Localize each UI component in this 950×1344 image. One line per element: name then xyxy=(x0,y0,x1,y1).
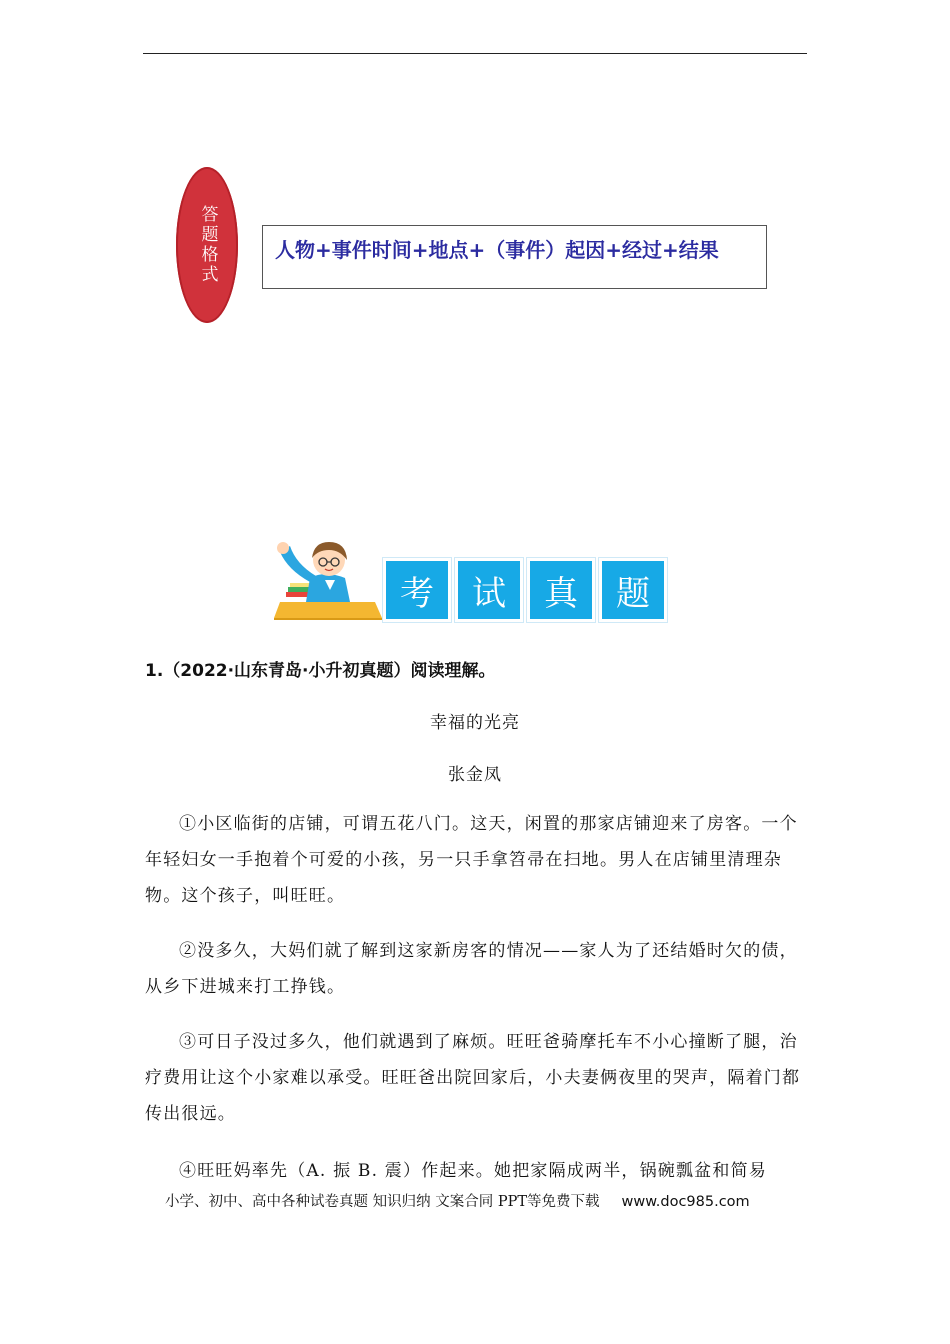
paragraph-4: ④旺旺妈率先（A. 振 B. 震）作起来。她把家隔成两半，锅碗瓢盆和简易 xyxy=(179,1161,767,1181)
answer-format-badge xyxy=(176,167,238,323)
banner-tile-1: 考 xyxy=(383,558,451,622)
footer-url[interactable]: www.doc985.com xyxy=(621,1194,750,1210)
banner-tile-3: 真 xyxy=(527,558,595,622)
exam-banner xyxy=(270,540,670,625)
student-mascot-icon xyxy=(270,540,385,620)
question-heading: 1.（2022·山东青岛·小升初真题）阅读理解。 xyxy=(145,661,496,681)
header-rule xyxy=(143,53,807,54)
article-title: 幸福的光亮 xyxy=(430,713,520,733)
article-author: 张金凤 xyxy=(448,765,502,785)
answer-format-box xyxy=(262,225,767,289)
footer xyxy=(165,1190,750,1211)
paragraph-1: ①小区临街的店铺，可谓五花八门。这天，闲置的那家店铺迎来了房客。一个年轻妇女一手抱着个可爱的小孩，另一只手拿笤帚在扫地。男人在店铺里清理杂物。这个孩子，叫旺旺。 xyxy=(145,814,798,906)
banner-tile-4: 题 xyxy=(599,558,667,622)
footer-text: 小学、初中、高中各种试卷真题 知识归纳 文案合同 PPT等免费下载 xyxy=(165,1194,600,1210)
paragraph-3: ③可日子没过多久，他们就遇到了麻烦。旺旺爸骑摩托车不小心撞断了腿，治疗费用让这个小家难以承受。旺旺爸出院回家后，小夫妻俩夜里的哭声，隔着门都传出很远。 xyxy=(145,1032,801,1124)
answer-format-text: 人物+事件时间+地点+（事件）起因+经过+结果 xyxy=(275,238,719,262)
paragraph-2: ②没多久，大妈们就了解到这家新房客的情况——家人为了还结婚时欠的债，从乡下进城来打工挣钱。 xyxy=(145,941,798,997)
badge-label: 答题格式 xyxy=(197,205,218,285)
banner-tile-2: 试 xyxy=(455,558,523,622)
